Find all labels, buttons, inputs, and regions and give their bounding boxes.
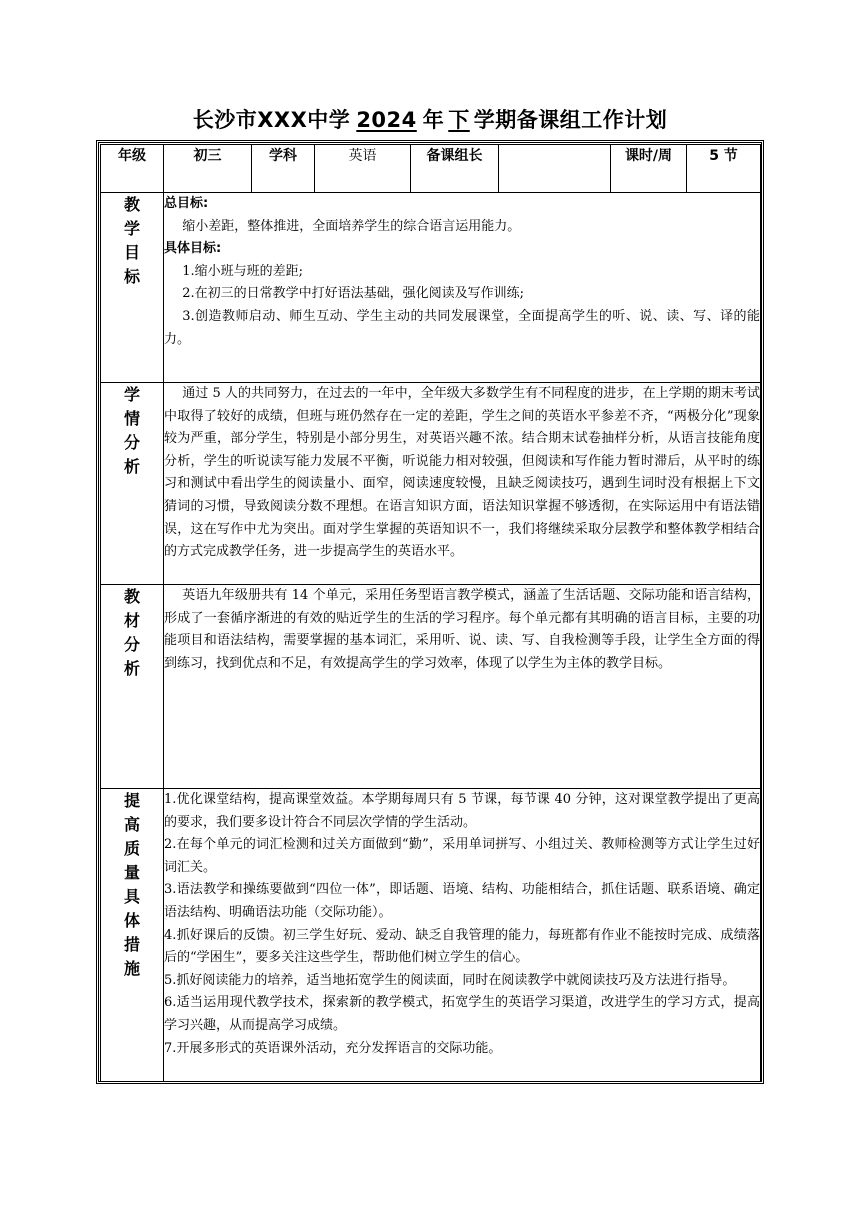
specific-goal-item: 1.缩小班与班的差距;: [182, 263, 303, 279]
measure-item: 6.适当运用现代教学技术，探索新的教学模式，拓宽学生的英语学习渠道，改进学生的学习方式，提高学习兴趣，从而提高学习成绩。: [164, 995, 760, 1033]
measures-row: [101, 789, 761, 1082]
analysis-label: 学 情 分 析: [101, 383, 164, 585]
header-row: [101, 145, 761, 193]
title-year: 2024: [356, 108, 417, 132]
measure-item: 3.语法教学和操练要做到“四位一体”，即话题、语境、结构、功能相结合，抓住话题、联系语境、确定语法结构、明确语法功能（交际功能）。: [164, 882, 760, 920]
textbook-text: 英语九年级册共有 14 个单元，采用任务型语言教学模式，涵盖了生活话题、交际功能和语言结构，形成了一套循序渐进的有效的贴近学生的生活的学习程序。每个单元都有其明确的语言目标，主要的功能项目和语法结构，需要掌握的基本词汇，采用听、说、读、写、自我检测等手段，让学生全方面的得到练习，找到优点和不足，有效提高学生的学习效率，体现了以学生为主体的教学目标。: [164, 588, 760, 671]
grade-label: 年级: [101, 145, 164, 193]
goals-content: [164, 193, 761, 383]
textbook-label: 教 材 分 析: [101, 585, 164, 789]
textbook-row: [101, 585, 761, 789]
hours-value: 5 节: [687, 145, 761, 193]
textbook-content: [164, 585, 761, 789]
subject-value: 英语: [315, 145, 411, 193]
measure-item: 5.抓好阅读能力的培养，适当地拓宽学生的阅读面，同时在阅读教学中就阅读技巧及方法进行指导。: [164, 972, 736, 988]
measure-item: 7.开展多形式的英语课外活动，充分发挥语言的交际功能。: [164, 1040, 502, 1056]
title-year-suffix: 年: [422, 108, 445, 132]
document-title: [0, 104, 860, 136]
plan-table: [100, 144, 761, 1082]
specific-goal-heading: 具体目标:: [164, 241, 222, 257]
goals-row: [101, 193, 761, 383]
measure-item: 1.优化课堂结构，提高课堂效益。本学期每周只有 5 节课，每节课 40 分钟，这对课堂教学提出了更高的要求，我们要多设计符合不同层次学情的学生活动。: [164, 792, 760, 830]
analysis-content: [164, 383, 761, 585]
measure-item: 2.在每个单元的词汇检测和过关方面做到“勤”，采用单词拼写、小组过关、教师检测等方式让学生过好词汇关。: [164, 837, 760, 875]
hours-label: 课时/周: [611, 145, 687, 193]
grade-value: 初三: [164, 145, 252, 193]
title-term: 下: [448, 108, 470, 132]
overall-goal-heading: 总目标:: [164, 196, 209, 211]
analysis-text: 通过 5 人的共同努力，在过去的一年中，全年级大多数学生有不同程度的进步，在上学期的期末考试中取得了较好的成绩，但班与班仍然存在一定的差距，学生之间的英语水平参差不齐，“两极分化”现象较为严重，部分学生，特别是小部分男生，对英语兴趣不浓。结合期末试卷抽样分析，从语言技能角度分析，学生的听说读写能力发展不平衡，听说能力相对较强，但阅读和写作能力暂时滞后，从平时的练习和测试中看出学生的阅读量小、面窄，阅读速度较慢，且缺乏阅读技巧，遇到生词时没有根据上下文猜词的习惯，导致阅读分数不理想。在语言知识方面，语法知识掌握不够透彻，在实际运用中有语法错误，这在写作中尤为突出。面对学生掌握的英语知识不一，我们将继续采取分层教学和整体教学相结合的方式完成教学任务，进一步提高学生的英语水平。: [164, 386, 760, 560]
specific-goal-item: 2.在初三的日常教学中打好语法基础，强化阅读及写作训练;: [182, 286, 524, 302]
measures-label: 提 高 质 量 具 体 措 施: [101, 789, 164, 1082]
measure-item: 4.抓好课后的反馈。初三学生好玩、爱动、缺乏自我管理的能力，每班都有作业不能按时完成、成绩落后的“学困生”，要多关注这些学生，帮助他们树立学生的信心。: [164, 927, 760, 966]
measures-content: [164, 789, 761, 1082]
title-school: 长沙市XXX中学: [192, 108, 351, 132]
leader-label: 备课组长: [411, 145, 499, 193]
goals-label: 教 学 目 标: [101, 193, 164, 383]
specific-goal-item: 3.创造教师启动、师生互动、学生主动的共同发展课堂，全面提高学生的听、说、读、写、译的能力。: [164, 308, 760, 347]
subject-label: 学科: [252, 145, 315, 193]
leader-value: [499, 145, 611, 193]
overall-goal-text: 缩小差距，整体推进，全面培养学生的综合语言运用能力。: [182, 218, 521, 234]
analysis-row: [101, 383, 761, 585]
title-rest: 学期备课组工作计划: [473, 108, 668, 132]
